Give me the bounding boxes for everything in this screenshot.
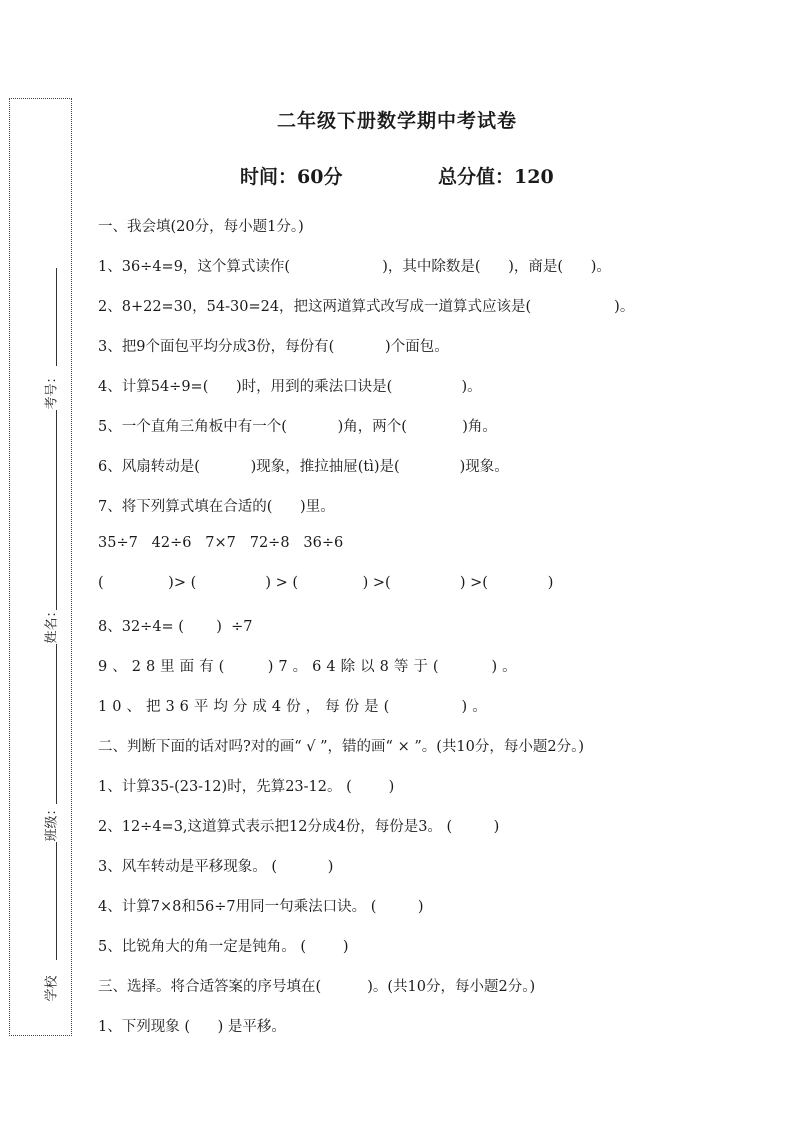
class-line: [56, 842, 57, 960]
question-2-3: 3、风车转动是平移现象。 ( ): [98, 859, 334, 875]
exam-no-label: 考号：: [44, 370, 60, 410]
school-label: 学校: [44, 975, 60, 1002]
question-1-6: 6、风扇转动是( )现象，推拉抽屉(tì)是( )现象。: [98, 459, 509, 475]
question-3-1: 1、下列现象 ( ) 是平移。: [98, 1019, 286, 1035]
exam-no-line: [56, 268, 57, 366]
section-2-heading: 二、判断下面的话对吗?对的画“ √ ”，错的画“ × ”。(共10分，每小题2分。): [98, 739, 584, 755]
question-2-2: 2、12÷4=3,这道算式表示把12分成4份，每份是3。 ( ): [98, 819, 500, 835]
question-1-5: 5、一个直角三角板中有一个( )角，两个( )角。: [98, 419, 497, 435]
question-1-7: 7、将下列算式填在合适的( )里。: [98, 499, 335, 515]
name-label: 姓名：: [44, 604, 60, 644]
question-2-5: 5、比锐角大的角一定是钝角。 ( ): [98, 939, 349, 955]
question-1-9: 9、28里面有( )7。64除以8等于( )。: [98, 659, 522, 675]
question-2-4: 4、计算7×8和56÷7用同一句乘法口诀。 ( ): [98, 899, 424, 915]
exam-total-score: 总分值：120: [438, 166, 554, 188]
question-2-1: 1、计算35-(23-12)时，先算23-12。 ( ): [98, 779, 395, 795]
section-1-heading: 一、我会填(20分，每小题1分。): [98, 219, 304, 235]
question-1-4: 4、计算54÷9=( )时，用到的乘法口诀是( )。: [98, 379, 482, 395]
class-label: 班级：: [44, 802, 60, 842]
exam-title: 二年级下册数学期中考试卷: [276, 110, 517, 132]
question-1-2: 2、8+22=30，54-30=24，把这两道算式改写成一道算式应该是( )。: [98, 299, 635, 315]
question-1-1: 1、36÷4=9，这个算式读作( )，其中除数是( )，商是( )。: [98, 259, 611, 275]
question-1-7-blanks: ( )> ( ) > ( ) >( ) >( ): [98, 575, 554, 591]
question-1-10: 10、把36平均分成4份，每份是( )。: [98, 699, 492, 715]
name-line-bottom: [56, 644, 57, 804]
name-line-top: [56, 410, 57, 610]
question-1-8: 8、32÷4= ( ) ÷7: [98, 619, 253, 635]
exam-time: 时间：60分: [240, 166, 343, 188]
question-1-7-expressions: 35÷7 42÷6 7×7 72÷8 36÷6: [98, 535, 344, 551]
section-3-heading: 三、选择。将合适答案的序号填在( )。(共10分，每小题2分。): [98, 979, 536, 995]
question-1-3: 3、把9个面包平均分成3份，每份有( )个面包。: [98, 339, 449, 355]
binding-margin: [9, 98, 72, 1036]
